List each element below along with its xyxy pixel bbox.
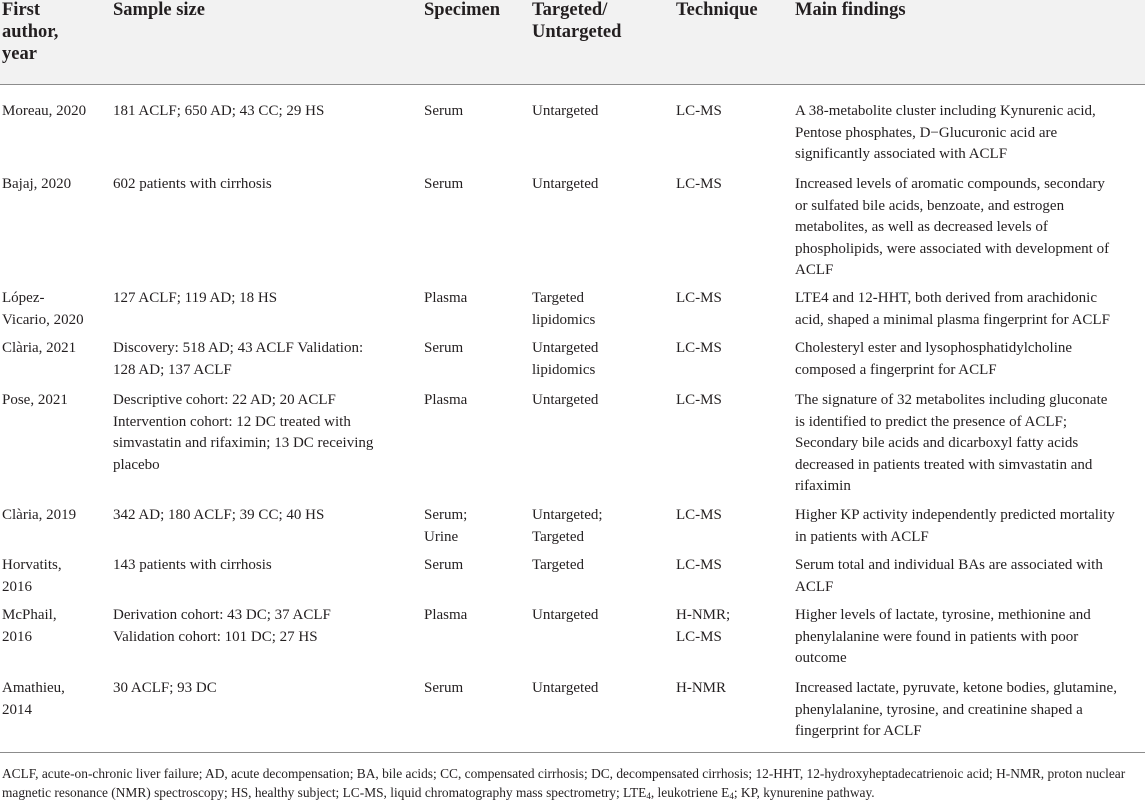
table-cell-sample-size: Descriptive cohort: 22 AD; 20 ACLF Intervention cohort: 12 DC treated with simvastatin and rifaximin; 13 DC receiving placebo [113,392,374,473]
table-cell-specimen: Plasma [424,392,468,408]
table-cell-specimen: Plasma [424,290,468,306]
column-header-main-findings: Main findings [795,0,906,20]
header-divider [0,84,1145,85]
table-bottom-divider [0,752,1145,753]
table-cell-technique: LC-MS [676,290,722,306]
table-cell-specimen: Serum [424,340,464,356]
table-cell-main-findings: Increased lactate, pyruvate, ketone bodies, glutamine, phenylalanine, tyrosine, and creatinine shaped a fingerprint for ACLF [795,680,1117,739]
table-cell-technique: H-NMR; LC-MS [676,607,731,645]
table-cell-main-findings: Higher KP activity independently predicted mortality in patients with ACLF [795,507,1115,545]
table-cell-main-findings: Increased levels of aromatic compounds, secondary or sulfated bile acids, benzoate, and estrogen metabolites, as well as decreased levels of phospholipids, were associated with development of ACLF [795,176,1110,278]
table-cell-technique: LC-MS [676,103,722,119]
column-header-author-year: First author, year [2,0,59,64]
table-cell-sample-size: 181 ACLF; 650 AD; 43 CC; 29 HS [113,103,325,119]
table-cell-specimen: Serum [424,557,464,573]
table-cell-sample-size: Derivation cohort: 43 DC; 37 ACLF Validation cohort: 101 DC; 27 HS [113,607,331,645]
table-cell-sample-size: 342 AD; 180 ACLF; 39 CC; 40 HS [113,507,325,523]
table-cell-sample-size: 30 ACLF; 93 DC [113,680,217,696]
table-footnote [2,765,1142,803]
table-cell-main-findings: Higher levels of lactate, tyrosine, methionine and phenylalanine were found in patients with poor outcome [795,607,1091,666]
table-cell-author-year: Bajaj, 2020 [2,176,72,192]
table-cell-technique: LC-MS [676,507,722,523]
table-cell-author-year: Amathieu, 2014 [2,680,65,718]
table-cell-targeting: Targeted [532,557,584,573]
table-cell-author-year: Clària, 2019 [2,507,77,523]
table-cell-specimen: Serum; Urine [424,507,468,545]
table-cell-technique: LC-MS [676,392,722,408]
footnote-text-part3: ; KP, kynurenine pathway. [733,784,875,800]
column-header-targeting: Targeted/ Untargeted [532,0,622,42]
table-cell-technique: LC-MS [676,176,722,192]
footnote-subscript-2: 4 [729,790,734,801]
table-cell-main-findings: The signature of 32 metabolites including gluconate is identified to predict the presence of ACLF; Secondary bile acids and dicarboxyl fatty acids decreased in patients treated with simvastatin and rifaximin [795,392,1108,494]
table-cell-technique: H-NMR [676,680,727,696]
footnote-text-part2: , leukotriene E [650,784,730,800]
table-cell-author-year: Horvatits, 2016 [2,557,62,595]
footnote-subscript-1: 4 [646,790,651,801]
table-cell-main-findings: Serum total and individual BAs are associated with ACLF [795,557,1103,595]
table-cell-specimen: Serum [424,103,464,119]
table-cell-sample-size: Discovery: 518 AD; 43 ACLF Validation: 128 AD; 137 ACLF [113,340,364,378]
table-cell-specimen: Serum [424,176,464,192]
table-cell-main-findings: LTE4 and 12-HHT, both derived from arachidonic acid, shaped a minimal plasma fingerprint for ACLF [795,290,1110,328]
table-cell-author-year: Clària, 2021 [2,340,77,356]
table-cell-author-year: Moreau, 2020 [2,103,87,119]
table-cell-author-year: López- Vicario, 2020 [2,290,84,328]
table-cell-main-findings: Cholesteryl ester and lysophosphatidylcholine composed a fingerprint for ACLF [795,340,1073,378]
table-cell-technique: LC-MS [676,557,722,573]
column-header-sample-size: Sample size [113,0,205,20]
table-cell-sample-size: 602 patients with cirrhosis [113,176,272,192]
table-cell-specimen: Serum [424,680,464,696]
table-cell-author-year: McPhail, 2016 [2,607,57,645]
table-cell-targeting: Untargeted lipidomics [532,340,599,378]
table-cell-author-year: Pose, 2021 [2,392,68,408]
table-cell-targeting: Targeted lipidomics [532,290,596,328]
column-header-specimen: Specimen [424,0,501,20]
column-header-technique: Technique [676,0,758,20]
table-cell-sample-size: 143 patients with cirrhosis [113,557,272,573]
table-cell-technique: LC-MS [676,340,722,356]
table-cell-targeting: Untargeted [532,392,599,408]
table-cell-targeting: Untargeted; Targeted [532,507,603,545]
table-cell-sample-size: 127 ACLF; 119 AD; 18 HS [113,290,278,306]
table-cell-specimen: Plasma [424,607,468,623]
table-cell-main-findings: A 38-metabolite cluster including Kynurenic acid, Pentose phosphates, D−Glucuronic acid are significantly associated with ACLF [795,103,1096,162]
table-cell-targeting: Untargeted [532,680,599,696]
table-cell-targeting: Untargeted [532,607,599,623]
table-cell-targeting: Untargeted [532,103,599,119]
footnote-text-part1: ACLF, acute-on-chronic liver failure; AD, acute decompensation; BA, bile acids; CC, compensated cirrhosis; DC, decompensated cirrhosis; 12-HHT, 12-hydroxyheptadecatrienoic acid; H-NMR, proton nuclear magnetic resonance (NMR) spectroscopy; HS, healthy subject; LC-MS, liquid chromatography mass spectrometry; LTE [2,766,1126,800]
table-cell-targeting: Untargeted [532,176,599,192]
